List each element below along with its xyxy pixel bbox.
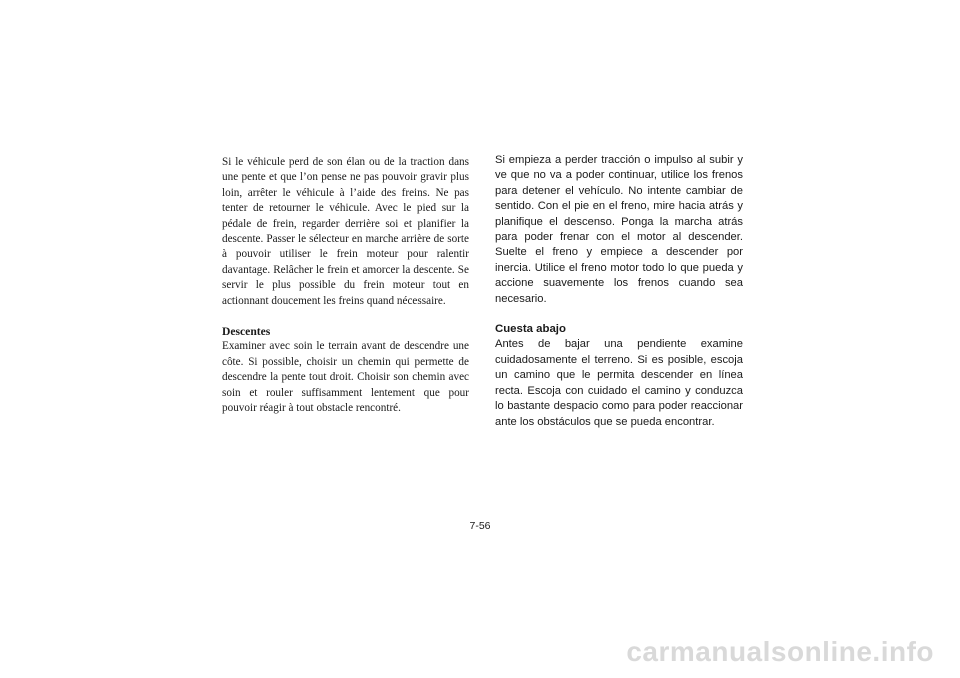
- french-column: [222, 155, 469, 417]
- spanish-paragraph-downhill: Antes de bajar una pendiente examine cuidadosamente el terreno. Si es posible, escoja un camino que le permita descender en línea recta. Escoja con cuidado el camino y conduzca lo bastante despacio como para poder reaccionar ante los obstáculos que se pueda encontrar.: [495, 338, 743, 428]
- french-heading-descents: Descentes: [222, 325, 271, 339]
- french-paragraph-descents: Examiner avec soin le terrain avant de descendre une côte. Si possible, choisir un chemin qui permette de descendre la pente tout droit. Choisir son chemin avec soin et rouler suffisamment lentement que pour pouvoir réagir à tout obstacle rencontré.: [222, 340, 469, 415]
- spanish-heading-downhill: Cuesta abajo: [495, 323, 566, 336]
- french-paragraph-uphill: Si le véhicule perd de son élan ou de la traction dans une pente et que l’on pense ne pas pouvoir gravir plus loin, arrêter le véhicule à l’aide des freins. Ne pas tenter de retourner le véhicule. Avec le pied sur la pédale de frein, regarder derrière soi et planifier la descente. Passer le sélecteur en marche arrière de sorte à pouvoir utiliser le frein moteur pour ralentir davantage. Relâcher le frein et amorcer la descente. Se servir le plus possible du frein moteur tout en actionnant doucement les freins quand nécessaire.: [222, 156, 469, 307]
- spanish-paragraph-uphill: Si empieza a perder tracción o impulso al subir y ve que no va a poder continuar, utilice los frenos para detener el vehículo. No intente cambiar de sentido. Con el pie en el freno, mire hacia atrás y planifique el descenso. Ponga la marcha atrás para poder frenar con el motor al descender. Suelte el freno y empiece a descender por inercia. Utilice el freno motor todo lo que pueda y accione suavemente los frenos cuando sea necesario.: [495, 154, 743, 305]
- spanish-column: [495, 153, 743, 430]
- watermark-text: carmanualsonline.info: [626, 636, 934, 667]
- page-number: 7-56: [469, 520, 491, 532]
